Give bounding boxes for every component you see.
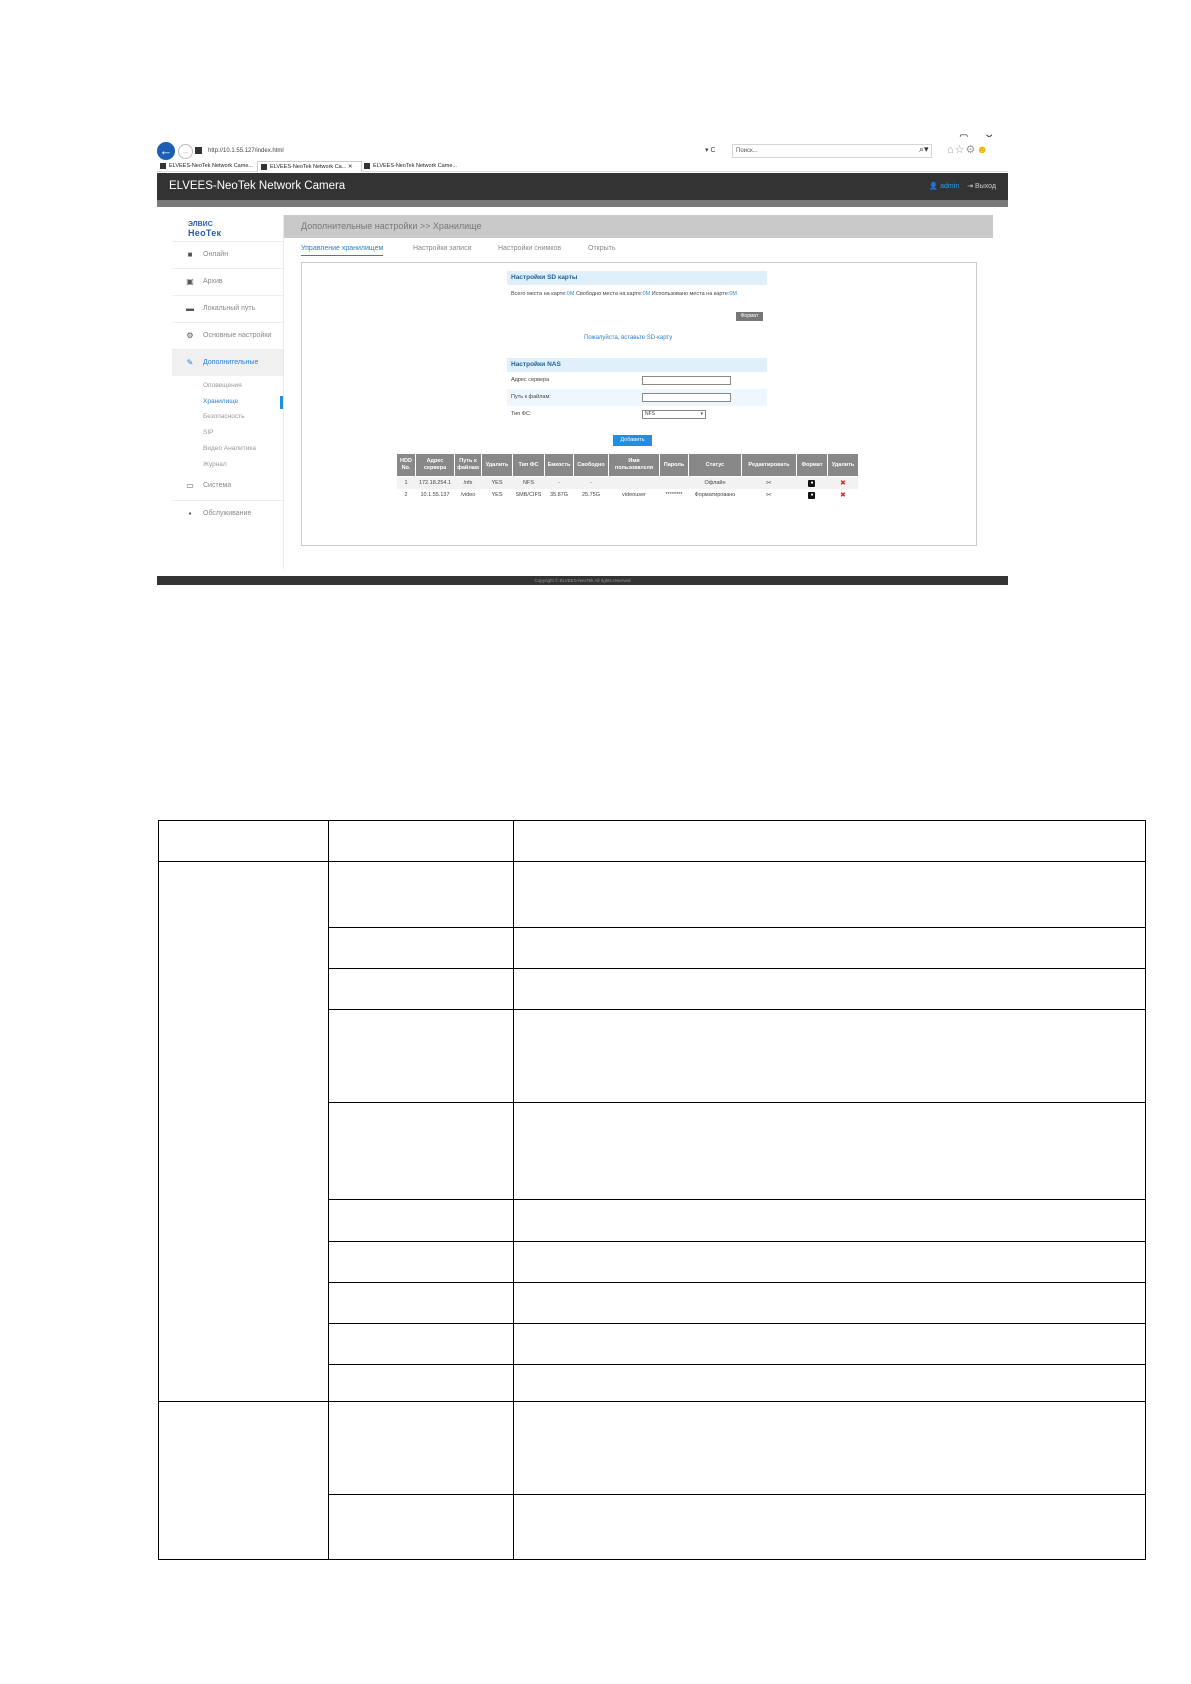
- active-subitem-marker: [280, 396, 283, 409]
- column-header: Путь к файлам: [455, 454, 482, 477]
- sidebar-item-label: Локальный путь: [203, 305, 256, 312]
- format-cell: [796, 489, 827, 501]
- sd-card-stats: [507, 285, 770, 299]
- browser-tabs: [157, 161, 1008, 172]
- sidebar-item-basic-settings[interactable]: [172, 322, 283, 349]
- hdd-table-header: [397, 454, 859, 477]
- maintenance-icon: ▪: [188, 509, 192, 518]
- sd-free-label: Свободно места на карте:: [575, 291, 643, 297]
- wrench-icon: ✎: [186, 358, 194, 367]
- tab-favicon-icon: [364, 163, 370, 169]
- sidebar-item-local-path[interactable]: [172, 295, 283, 322]
- sidebar-item-label: Дополнительные: [203, 359, 259, 366]
- table-cell: [514, 1401, 1146, 1494]
- browser-tab[interactable]: [361, 161, 474, 171]
- table-cell: [514, 1282, 1146, 1323]
- column-header: Удалить: [482, 454, 513, 477]
- folder-icon: ▬: [186, 304, 194, 313]
- logo-top: ЭЛВИС: [188, 221, 213, 228]
- username[interactable]: admin: [940, 183, 960, 190]
- sidebar-item-label: Онлайн: [203, 251, 229, 258]
- column-header: Емкость: [544, 454, 573, 477]
- sidebar-item-archive[interactable]: [172, 268, 283, 295]
- table-cell: [329, 821, 514, 862]
- gear-icon[interactable]: ⚙: [965, 144, 977, 156]
- table-cell: [608, 477, 659, 490]
- table-cell: [514, 1241, 1146, 1282]
- table-cell: [329, 862, 514, 928]
- user-icon: 👤: [929, 183, 939, 190]
- sidebar-item-label: Обслуживание: [203, 510, 252, 517]
- table-cell: [514, 928, 1146, 969]
- table-cell: 35.87G: [549, 492, 568, 498]
- table-cell: [514, 1364, 1146, 1401]
- table-cell: [514, 969, 1146, 1010]
- table-cell: Офлайн: [688, 477, 741, 490]
- tab-record-settings[interactable]: Настройки записи: [413, 245, 472, 252]
- table-cell: [514, 1323, 1146, 1364]
- tab-storage-management[interactable]: Управление хранилищем: [301, 245, 383, 256]
- url-text: http://10.1.55.127/index.html: [208, 148, 284, 154]
- toolbar-icons: [947, 143, 989, 156]
- edit-cell: [741, 477, 796, 490]
- nas-path-input[interactable]: [642, 393, 731, 402]
- sidebar-item-advanced[interactable]: [172, 349, 283, 376]
- sidebar-subitem-sip[interactable]: SIP: [203, 429, 214, 436]
- camera-icon: ■: [187, 250, 193, 259]
- nas-fs-value: NFS: [645, 411, 655, 417]
- sidebar-item-system[interactable]: [172, 473, 283, 499]
- monitor-icon: ▭: [186, 481, 194, 490]
- table-cell: [329, 928, 514, 969]
- browser-tab[interactable]: [157, 161, 256, 171]
- address-bar[interactable]: [195, 145, 725, 157]
- app-footer: Copyright © ELVEES-NeoTek All rights reserved: [157, 576, 1008, 585]
- table-cell: [514, 821, 1146, 862]
- table-cell: [329, 1401, 514, 1494]
- sidebar-item-label: Основные настройки: [203, 332, 272, 339]
- delete-cell: [827, 477, 858, 490]
- column-header: Пароль: [659, 454, 688, 477]
- table-cell: [159, 862, 329, 1402]
- column-header: Статус: [688, 454, 741, 477]
- table-cell: [329, 1323, 514, 1364]
- search-input[interactable]: Поиск...: [732, 144, 932, 158]
- sidebar-subitem-video-analytics[interactable]: Видео Аналитика: [203, 445, 256, 452]
- format-cell: [796, 477, 827, 490]
- tab-favicon-icon: [261, 164, 267, 170]
- table-cell: [329, 1010, 514, 1103]
- nas-add-button[interactable]: Добавить: [613, 435, 652, 446]
- table-cell: [329, 1494, 514, 1559]
- tab-label: ELVEES-NeoTek Network Came...: [373, 163, 457, 169]
- nas-fs-select[interactable]: [642, 410, 706, 419]
- nas-server-label: Адрес сервера: [511, 377, 550, 383]
- table-cell: [329, 1364, 514, 1401]
- tab-label: ELVEES-NeoTek Network Ca... ✕: [270, 164, 353, 170]
- column-header: Тип ФС: [513, 454, 545, 477]
- gear-icon: ⚙: [186, 331, 194, 340]
- table-cell: [514, 1494, 1146, 1559]
- sd-total-value: 0M: [566, 291, 575, 297]
- document-table: [158, 820, 1146, 1560]
- back-arrow-icon[interactable]: ←: [157, 142, 175, 160]
- table-cell: YES: [491, 492, 503, 498]
- address-bar-row: [157, 142, 1008, 158]
- logout-link[interactable]: Выход: [975, 183, 996, 190]
- nas-settings: [507, 358, 767, 428]
- nas-title: Настройки NAS: [507, 358, 767, 372]
- table-cell: 172.18.254.1: [416, 477, 455, 490]
- column-header: Формат: [796, 454, 827, 477]
- table-row: [397, 477, 859, 490]
- table-cell: [514, 1010, 1146, 1103]
- refresh-icon[interactable]: ▾ C: [705, 147, 716, 154]
- table-cell: 1: [397, 477, 416, 490]
- main-content: [284, 215, 993, 569]
- app-header: [157, 173, 1008, 200]
- table-cell: 25.75G: [581, 492, 600, 498]
- column-header: Редактировать: [741, 454, 796, 477]
- edit-icon[interactable]: ✂: [766, 492, 772, 499]
- tab-favicon-icon: [160, 163, 166, 169]
- star-icon[interactable]: ☆: [954, 144, 966, 156]
- table-cell: SMB/CIFS: [515, 492, 542, 498]
- search-icon[interactable]: ⌕▾: [919, 144, 929, 154]
- logout-icon[interactable]: ⇥: [967, 183, 974, 190]
- table-cell: [514, 1200, 1146, 1241]
- nas-fs-label: Тип ФС:: [511, 411, 532, 417]
- smiley-icon[interactable]: ☻: [976, 144, 989, 156]
- sidebar-item-online[interactable]: [172, 241, 283, 268]
- tab-open[interactable]: Открыть: [588, 245, 616, 252]
- tab-snapshot-settings[interactable]: Настройки снимков: [498, 245, 562, 252]
- column-header: HDD No.: [397, 454, 416, 477]
- archive-icon: ▣: [186, 277, 194, 286]
- format-icon[interactable]: ●: [810, 479, 814, 486]
- header-strip: [157, 200, 1008, 207]
- table-cell: 2: [404, 492, 408, 498]
- sidebar-subitem-security[interactable]: Безопасность: [203, 413, 245, 420]
- table-cell: -: [544, 477, 573, 490]
- sidebar-subitem-log[interactable]: Журнал: [203, 461, 227, 468]
- table-cell: Форматировано: [694, 492, 736, 498]
- table-row: [159, 862, 1146, 928]
- breadcrumb-text: Дополнительные настройки >> Хранилище: [301, 221, 482, 231]
- column-header: Удалить: [827, 454, 858, 477]
- table-row: [397, 489, 859, 501]
- sd-used-value: 0M: [729, 291, 737, 297]
- table-cell: [329, 969, 514, 1010]
- sidebar-item-label: Архив: [203, 278, 223, 285]
- table-cell: -: [573, 477, 608, 490]
- nas-server-input[interactable]: [642, 376, 731, 385]
- column-header: Свободно: [573, 454, 608, 477]
- column-header: Адрес сервера: [416, 454, 455, 477]
- table-cell: [514, 1103, 1146, 1200]
- page-icon: [195, 147, 202, 154]
- table-cell: videouser: [622, 492, 646, 498]
- user-area: [929, 182, 996, 190]
- chevron-down-icon: ▾: [700, 411, 703, 417]
- breadcrumb: [284, 215, 993, 238]
- edit-icon[interactable]: ✂: [766, 480, 772, 487]
- edit-cell: [741, 489, 796, 501]
- sd-card-title: Настройки SD карты: [507, 271, 767, 285]
- delete-icon[interactable]: ✖: [840, 492, 846, 499]
- sd-card-settings: [507, 271, 767, 326]
- sidebar-item-maintenance[interactable]: [172, 500, 283, 527]
- sd-total-label: Всего места на карте:: [511, 291, 567, 297]
- delete-cell: [827, 489, 858, 501]
- table-cell: [159, 821, 329, 862]
- browser-screenshot: [157, 137, 1008, 585]
- table-cell: [159, 1401, 329, 1559]
- table-cell: [329, 1103, 514, 1200]
- table-cell: [329, 1241, 514, 1282]
- nas-path-row: [507, 389, 767, 406]
- nas-path-label: Путь к файлам:: [511, 394, 551, 400]
- sidebar-item-label: Система: [203, 482, 232, 489]
- sd-format-button[interactable]: Формат: [736, 312, 763, 321]
- table-cell: [329, 1200, 514, 1241]
- table-cell: NFS: [513, 477, 545, 490]
- table-cell: 10.1.55.137: [420, 492, 450, 498]
- table-row: [159, 821, 1146, 862]
- browser-tab-active[interactable]: [257, 161, 362, 172]
- table-cell: [514, 862, 1146, 928]
- app-title: ELVEES-NeoTek Network Camera: [169, 180, 346, 192]
- table-cell: ********: [665, 492, 683, 498]
- table-row: [159, 1401, 1146, 1494]
- format-icon[interactable]: ●: [810, 491, 814, 498]
- sd-used-label: Использовано места на карте:: [651, 291, 730, 297]
- sidebar-subitem-alarms[interactable]: Оповещения: [203, 382, 242, 389]
- tab-label: ELVEES-NeoTek Network Came...: [169, 163, 253, 169]
- forward-arrow-icon[interactable]: →: [178, 144, 193, 159]
- hdd-table: [396, 453, 859, 501]
- table-cell: /video: [460, 492, 476, 498]
- sd-card-hint: Пожалуйста, вставьте SD-карту: [584, 335, 673, 341]
- logo: [188, 221, 221, 237]
- table-cell: YES: [482, 477, 513, 490]
- logo-bottom: НеоТек: [188, 228, 222, 238]
- table-cell: /nfs: [455, 477, 482, 490]
- nas-fs-row: [507, 406, 767, 423]
- nas-server-row: [507, 372, 767, 389]
- column-header: Имя пользователя: [608, 454, 659, 477]
- storage-panel: [301, 262, 977, 546]
- sd-free-value: 0M: [642, 291, 651, 297]
- home-icon[interactable]: ⌂: [947, 144, 955, 156]
- table-cell: [329, 1282, 514, 1323]
- delete-icon[interactable]: ✖: [840, 480, 846, 487]
- table-cell: [659, 477, 688, 490]
- sidebar-subitem-storage[interactable]: Хранилище: [203, 398, 239, 405]
- sidebar: [172, 215, 284, 569]
